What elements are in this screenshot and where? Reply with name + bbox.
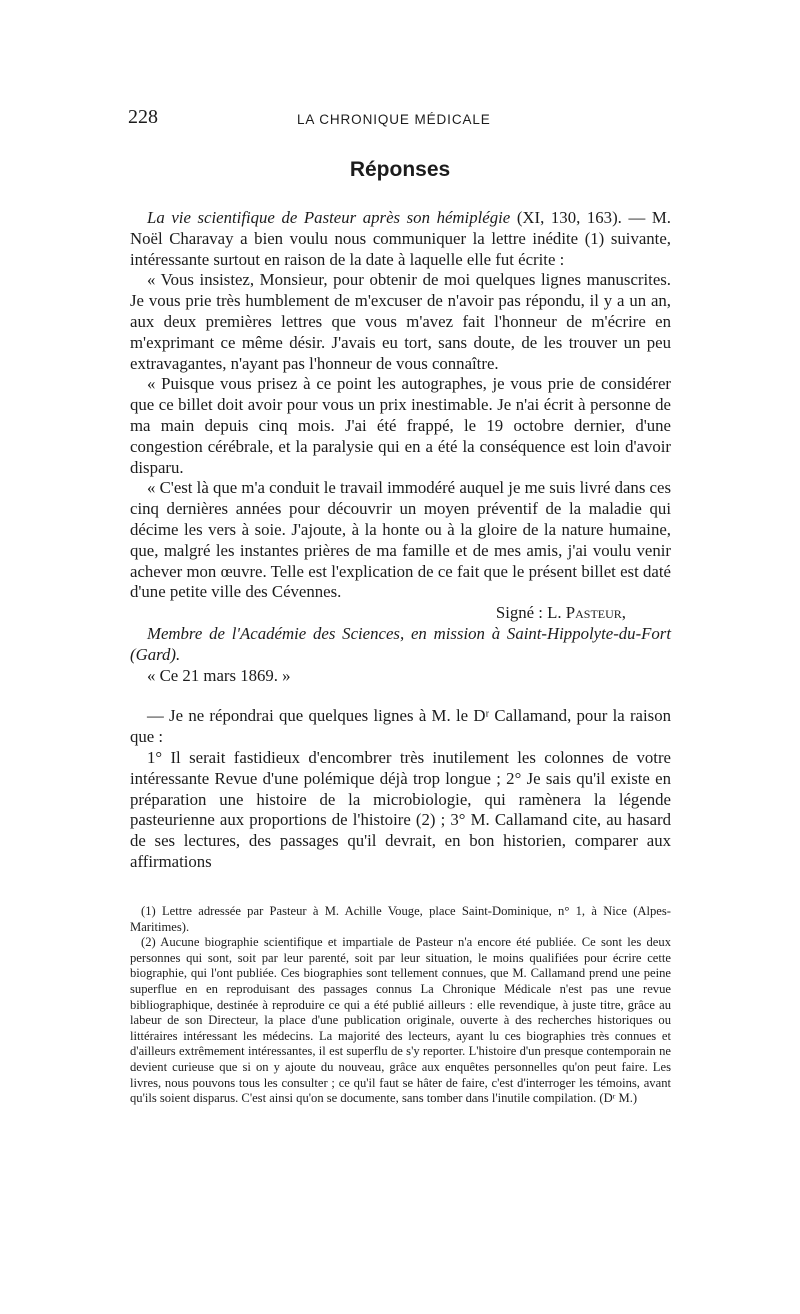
footnote-2: (2) Aucune biographie scientifique et impartiale de Pasteur n'a encore été publiée. Ce sont les deux personnes qui sont, soit par leur parenté, soit par leur situation, le moins qualifiées pour écrire cette biographie, qui l'ont publiée. Ces biographies sont tellement connues, que M. Callamand prend une peine superflue en en reproduisant des passages connus La Chronique Médicale n'est pas une revue bibliographique, destinée à reproduire ce qui a été publié ailleurs : elle revendique, à juste titre, grâce au labeur de son Directeur, la place d'une publication originale, ouverte à des recherches historiques ou littéraires intéressant les médecins. La majorité des lecteurs, ayant lu ces biographies très connues et d'ailleurs extrêmement intéressantes, il est superflu de s'y reporter. L'histoire d'un presque contemporain ne devient curieuse que si on y ajoute du nouveau, grâce aux enquêtes personnelles qu'on peut faire. Les livres, nous pouvons tous les consulter ; ce qu'il faut se hâter de faire, c'est d'interroger les témoins, avant qu'ils soient disparus. C'est ainsi qu'on se documente, sans tomber dans l'inutile compilation. (Dʳ M.): [130, 935, 671, 1106]
main-text: [130, 208, 671, 873]
letter-paragraph-1: « Vous insistez, Monsieur, pour obtenir de moi quelques lignes manuscrites. Je vous prie très humblement de m'excuser de n'avoir pas répondu, il y a un an, aux deux premières lettres que vous m'avez fait l'honneur de m'écrire en m'exprimant ce même désir. J'avais eu tort, sans doute, de les trouver un peu extravagantes, n'ayant pas l'honneur de vous connaître.: [130, 270, 671, 373]
date-line: « Ce 21 mars 1869. »: [147, 665, 291, 685]
signature-title: Membre de l'Académie des Sciences, en mission à Saint-Hippolyte-du-Fort (Gard).: [130, 623, 671, 664]
reply-paragraph-2: 1° Il serait fastidieux d'encombrer très inutilement les colonnes de votre intéressante Revue d'une polémique déjà trop longue ; 2° Je sais qu'il existe en préparation une histoire de la microbiologie, qui ramènera la légende pasteurienne aux proportions de l'histoire (2) ; 3° M. Callamand cite, au hasard de ses lectures, des passages qu'il devrait, en bon historien, comparer aux affirmations: [130, 747, 671, 871]
footnote-1: (1) Lettre adressée par Pasteur à M. Achille Vouge, place Saint-Dominique, n° 1, à Nice (Alpes-Maritimes).: [130, 904, 671, 934]
page-header: [0, 106, 800, 134]
letter-paragraph-3: « C'est là que m'a conduit le travail immodéré auquel je me suis livré dans ces cinq dernières années pour découvrir un moyen préventif de la maladie qui décime les vers à soie. J'ajoute, à la honte ou à la gloire de la nature humaine, que, malgré les instantes prières de ma famille et de mes amis, j'ai voulu venir achever mon œuvre. Telle est l'explication de ce fait que le présent billet est daté d'une petite ville des Cévennes.: [130, 478, 671, 602]
intro-text: (XI, 130, 163). — M. Noël Charavay a bien voulu nous communiquer la lettre inédite (1) suivante, intéressante surtout en raison de la date à laquelle elle fut écrite :: [130, 208, 671, 269]
signature-name: Pasteur,: [565, 603, 626, 623]
article-title: La vie scientifique de Pasteur après son hémiplégie: [147, 208, 511, 227]
section-title: Réponses: [349, 158, 451, 181]
running-title: LA CHRONIQUE MÉDICALE: [297, 112, 491, 127]
signature-prefix: Signé : L.: [495, 603, 566, 623]
letter-paragraph-2: « Puisque vous prisez à ce point les autographes, je vous prie de considérer que ce billet doit avoir pour vous un prix inestimable. Je n'ai écrit à personne de ma main depuis cinq mois. J'ai été frappé, le 19 octobre dernier, d'une congestion cérébrale, et la paralysie qui en a été la conséquence est loin d'avoir disparu.: [130, 374, 671, 477]
page-number: 228: [128, 106, 158, 128]
paragraph-gap: [130, 686, 671, 706]
intro-paragraph: [130, 208, 671, 270]
signature: [130, 603, 671, 624]
footnotes: [130, 904, 671, 1107]
reply-paragraph-1: — Je ne répondrai que quelques lignes à M. le Dʳ Callamand, pour la raison que :: [130, 706, 671, 747]
